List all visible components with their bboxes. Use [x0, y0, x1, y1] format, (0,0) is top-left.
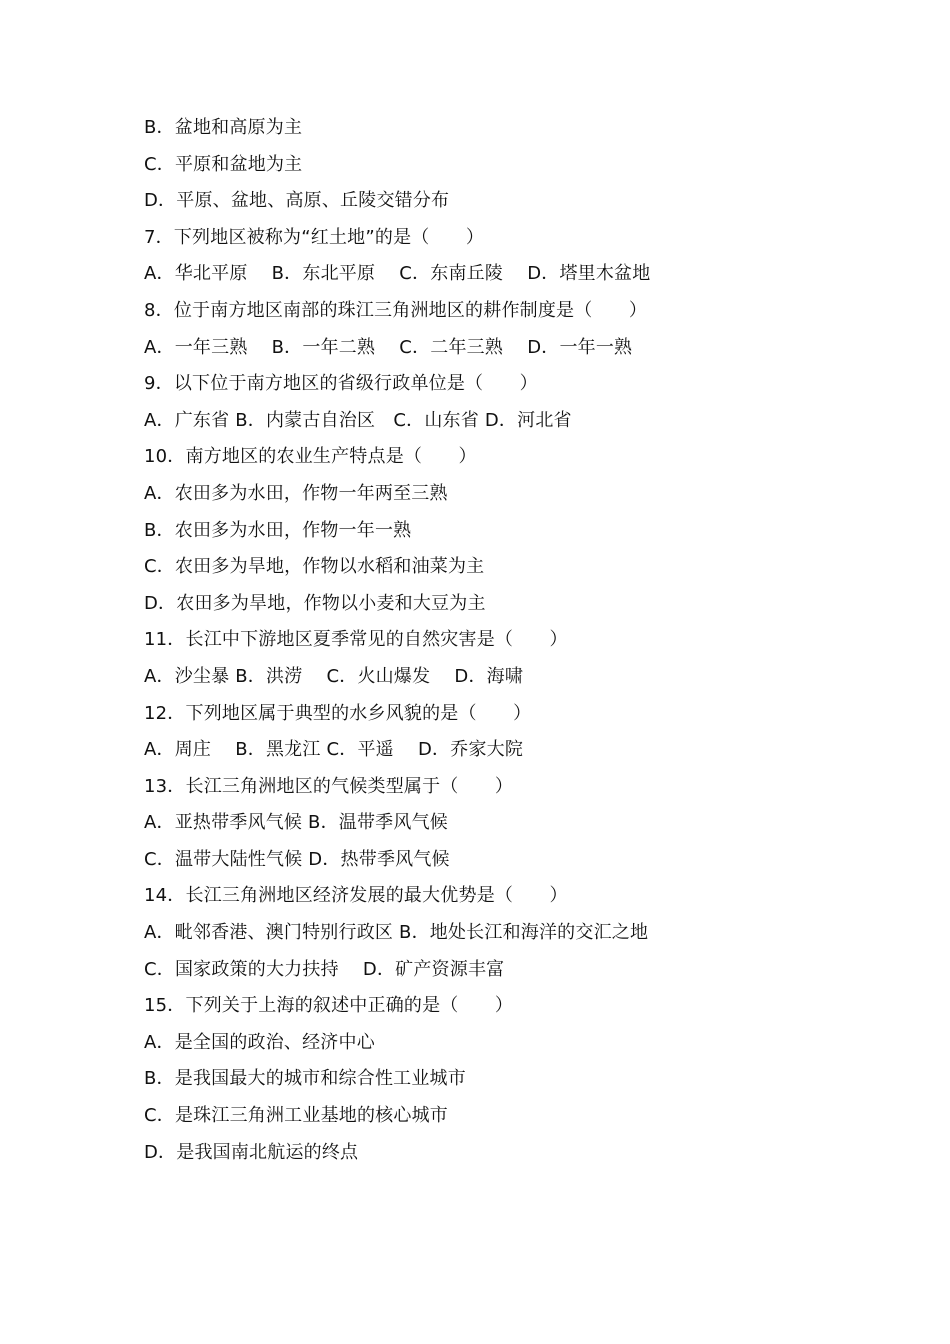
question-9: 9．以下位于南方地区的省级行政单位是（ ） — [144, 373, 538, 395]
q15-option-b: B．是我国最大的城市和综合性工业城市 — [144, 1068, 466, 1090]
q14-options-cd: C．国家政策的大力扶持 D．矿产资源丰富 — [144, 958, 505, 980]
q6-option-d: D．平原、盆地、高原、丘陵交错分布 — [144, 190, 450, 212]
q11-options: A．沙尘暴 B．洪涝 C．火山爆发 D．海啸 — [144, 665, 524, 687]
document-page — [144, 110, 864, 1171]
q7-options: A．华北平原 B．东北平原 C．东南丘陵 D．塔里木盆地 — [144, 263, 651, 285]
question-11: 11．长江中下游地区夏季常见的自然灾害是（ ） — [144, 629, 568, 651]
q10-option-d: D．农田多为旱地，作物以小麦和大豆为主 — [144, 592, 486, 614]
q8-options: A．一年三熟 B．一年二熟 C．二年三熟 D．一年一熟 — [144, 336, 633, 358]
question-14: 14．长江三角洲地区经济发展的最大优势是（ ） — [144, 885, 568, 907]
q14-options-ab: A．毗邻香港、澳门特别行政区 B．地处长江和海洋的交汇之地 — [144, 922, 649, 944]
q6-option-c: C．平原和盆地为主 — [144, 153, 303, 175]
q10-option-b: B．农田多为水田，作物一年一熟 — [144, 519, 412, 541]
q9-options: A．广东省 B．内蒙古自治区 C．山东省 D．河北省 — [144, 409, 572, 431]
q15-option-a: A．是全国的政治、经济中心 — [144, 1031, 375, 1053]
q12-options: A．周庄 B．黑龙江 C．平遥 D．乔家大院 — [144, 739, 524, 761]
question-7: 7．下列地区被称为“红土地”的是（ ） — [144, 226, 485, 248]
question-10: 10．南方地区的农业生产特点是（ ） — [144, 446, 477, 468]
question-12: 12．下列地区属于典型的水乡风貌的是（ ） — [144, 702, 532, 724]
q13-options-ab: A．亚热带季风气候 B．温带季风气候 — [144, 812, 448, 834]
q10-option-a: A．农田多为水田，作物一年两至三熟 — [144, 482, 448, 504]
q15-option-d: D．是我国南北航运的终点 — [144, 1141, 359, 1163]
q15-option-c: C．是珠江三角洲工业基地的核心城市 — [144, 1105, 448, 1127]
question-13: 13．长江三角洲地区的气候类型属于（ ） — [144, 775, 514, 797]
question-8: 8．位于南方地区南部的珠江三角洲地区的耕作制度是（ ） — [144, 299, 648, 321]
q13-options-cd: C．温带大陆性气候 D．热带季风气候 — [144, 848, 450, 870]
q6-option-b: B．盆地和高原为主 — [144, 117, 303, 138]
q10-option-c: C．农田多为旱地，作物以水稻和油菜为主 — [144, 556, 485, 578]
question-15: 15．下列关于上海的叙述中正确的是（ ） — [144, 995, 514, 1017]
